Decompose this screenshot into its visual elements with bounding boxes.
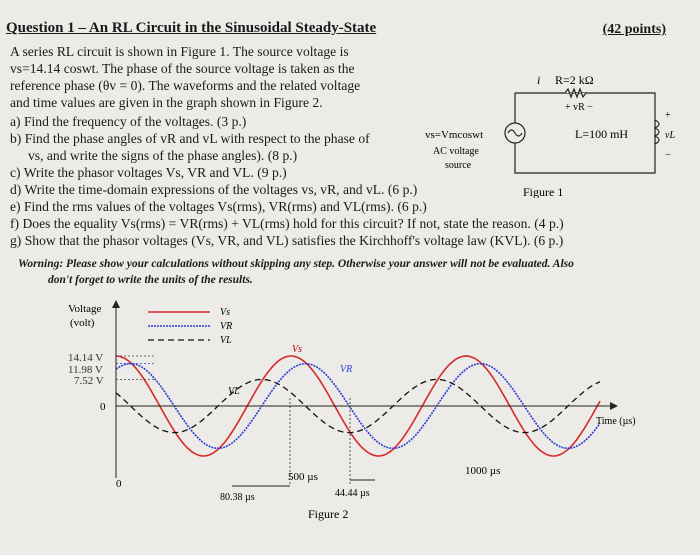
part-b: b) Find the phase angles of vR and vL with respect to the phase of: [10, 131, 370, 146]
part-g: g) Show that the phasor voltages (Vs, VR, and VL) satisfies the Kirchhoff's voltage law (KVL). (6 p.): [10, 233, 564, 248]
vr-curve-label: VR: [340, 364, 353, 375]
delta-vl-label: 80.38 µs: [220, 492, 255, 503]
origin-label: 0: [116, 478, 122, 490]
y-axis-unit: (volt): [70, 317, 95, 329]
voltage-axis-arrow-icon: [112, 300, 120, 308]
inductor-label: L=100 mH: [575, 127, 629, 141]
part-a: a) Find the frequency of the voltages. (3 p.): [10, 114, 247, 129]
tick-11-98: 11.98 V: [68, 364, 103, 376]
part-c: c) Write the phasor voltages Vs, VR and VL. (9 p.): [10, 165, 287, 180]
vs-curve-label: Vs: [292, 344, 302, 355]
resistor-symbol: [565, 89, 586, 97]
intro-line: vs=14.14 coswt. The phase of the source voltage is taken as the: [10, 61, 355, 76]
vl-plus: +: [665, 110, 671, 121]
legend-vl: VL: [220, 335, 232, 346]
intro-line: and time values are given in the graph shown in Figure 2.: [10, 95, 323, 110]
part-d: d) Write the time-domain expressions of the voltages vs, vR, and vL. (6 p.): [10, 182, 418, 197]
tick-14-14: 14.14 V: [68, 352, 104, 364]
current-label: i: [537, 73, 541, 87]
delta-vr-label: 44.44 µs: [335, 488, 370, 499]
points-label: (42 points): [602, 22, 666, 37]
source-equation: vs=Vmcoswt: [425, 129, 484, 141]
vl-label: vL: [665, 130, 675, 141]
time-axis-label: Time (µs): [596, 416, 636, 427]
resistor-label: R=2 kΩ: [555, 73, 594, 87]
legend-vs: Vs: [220, 307, 230, 318]
zero-tick: 0: [100, 401, 106, 413]
t1000-label: 1000 µs: [465, 465, 501, 477]
header: [6, 20, 666, 42]
figure2-caption: Figure 2: [308, 507, 349, 521]
y-axis-label: Voltage: [68, 303, 102, 315]
circuit-diagram: [415, 68, 675, 198]
waveform-graph: [60, 298, 660, 528]
source-label-1: AC voltage: [433, 146, 479, 157]
intro-line: A series RL circuit is shown in Figure 1. The source voltage is: [10, 44, 349, 59]
part-e: e) Find the rms values of the voltages Vs(rms), VR(rms) and VL(rms). (6 p.): [10, 199, 427, 214]
part-b-cont: vs, and write the signs of the phase angles). (8 p.): [28, 148, 298, 163]
t500-label: 500 µs: [288, 471, 318, 483]
source-label-2: source: [445, 160, 472, 171]
part-f: f) Does the equality Vs(rms) = VR(rms) + VL(rms) hold for this circuit? If not, state the reason. (4 p.): [10, 216, 564, 231]
vl-minus: −: [665, 150, 671, 161]
question-title: Question 1 – An RL Circuit in the Sinusoidal Steady-State: [6, 20, 377, 36]
legend-vr: VR: [220, 321, 233, 332]
figure1-caption: Figure 1: [523, 185, 564, 198]
time-axis-arrow-icon: [610, 402, 618, 410]
intro-line: reference phase (θv = 0). The waveforms and the related voltage: [10, 78, 361, 93]
warning-line: Worning: Please show your calculations without skipping any step. Otherwise your answer will not be evaluated. Also: [18, 258, 574, 270]
tick-7-52: 7.52 V: [74, 375, 104, 387]
warning-line: don't forget to write the units of the results.: [48, 274, 253, 286]
vr-label: + vR −: [565, 102, 593, 113]
waveforms: [116, 356, 600, 486]
vl-curve-label: VL: [228, 386, 240, 397]
